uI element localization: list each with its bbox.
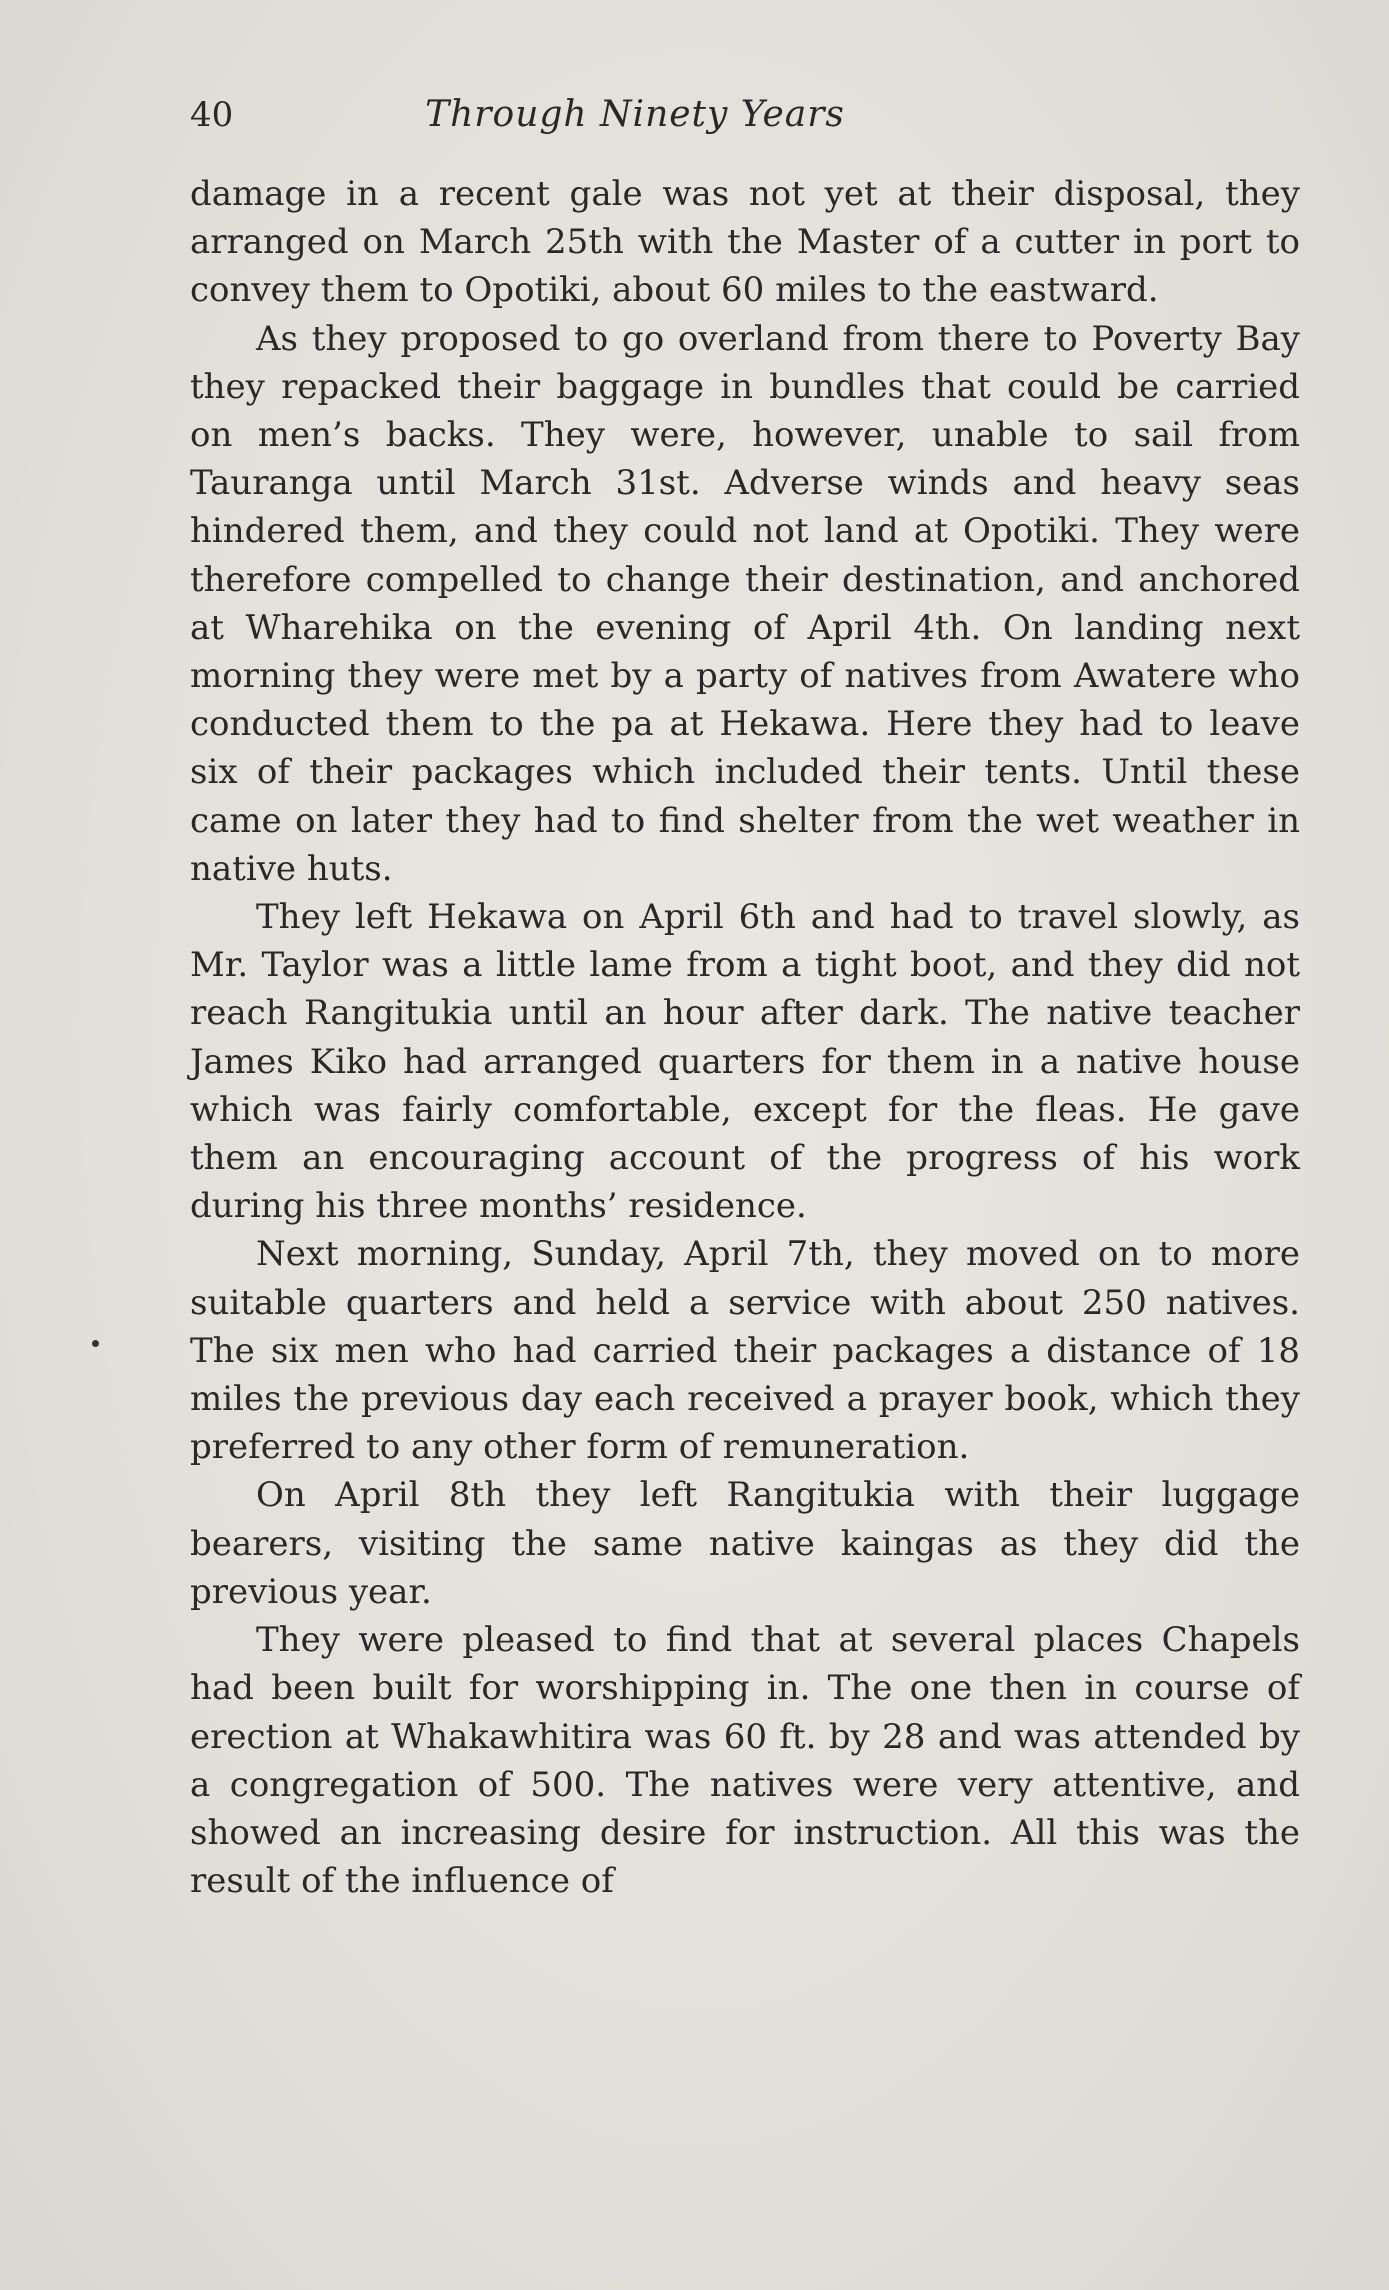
- paragraph: They left Hekawa on April 6th and had to travel slowly, as Mr. Taylor was a little lame from a tight boot, and they did not reach Rangitukia until an hour after dark. The native teacher James Kiko had arranged quarters for them in a native house which was fairly comfortable, except for the fleas. He gave them an encouraging account of the progress of his work during his three months’ residence.: [190, 897, 1300, 1227]
- paragraph-continuation: damage in a recent gale was not yet at their disposal, they arranged on March 25th with the Master of a cutter in port to convey them to Opotiki, about 60 miles to the eastward.: [190, 174, 1300, 311]
- paragraph: Next morning, Sunday, April 7th, they moved on to more suitable quarters and held a service with about 250 natives. The six men who had carried their packages a distance of 18 miles the previous day each received a prayer book, which they preferred to any other form of remuneration.: [190, 1234, 1300, 1468]
- paragraph: They were pleased to find that at several places Chapels had been built for worshipping in. The one then in course of erection at Whakawhitira was 60 ft. by 28 and was attended by a congregation of 500. The natives were very attentive, and showed an increasing desire for instruction. All this was the result of the influence of: [190, 1620, 1300, 1902]
- margin-speck: [92, 1340, 99, 1347]
- paragraph: On April 8th they left Rangitukia with their luggage bearers, visiting the same native kaingas as they did the previous year.: [190, 1475, 1300, 1612]
- paragraph: As they proposed to go overland from there to Poverty Bay they repacked their baggage in bundles that could be carried on men’s backs. They were, however, unable to sail from Tauranga until March 31st. Adverse winds and heavy seas hindered them, and they could not land at Opotiki. They were therefore compelled to change their destination, and anchored at Wharehika on the evening of April 4th. On landing next morning they were met by a party of natives from Awatere who conducted them to the pa at Hekawa. Here they had to leave six of their packages which included their tents. Until these came on later they had to find shelter from the wet weather in native huts.: [190, 318, 1300, 889]
- running-title: Through Ninety Years: [425, 94, 845, 135]
- page-header: [190, 90, 970, 140]
- page-number: 40: [190, 95, 234, 135]
- body-text: [190, 170, 1300, 1905]
